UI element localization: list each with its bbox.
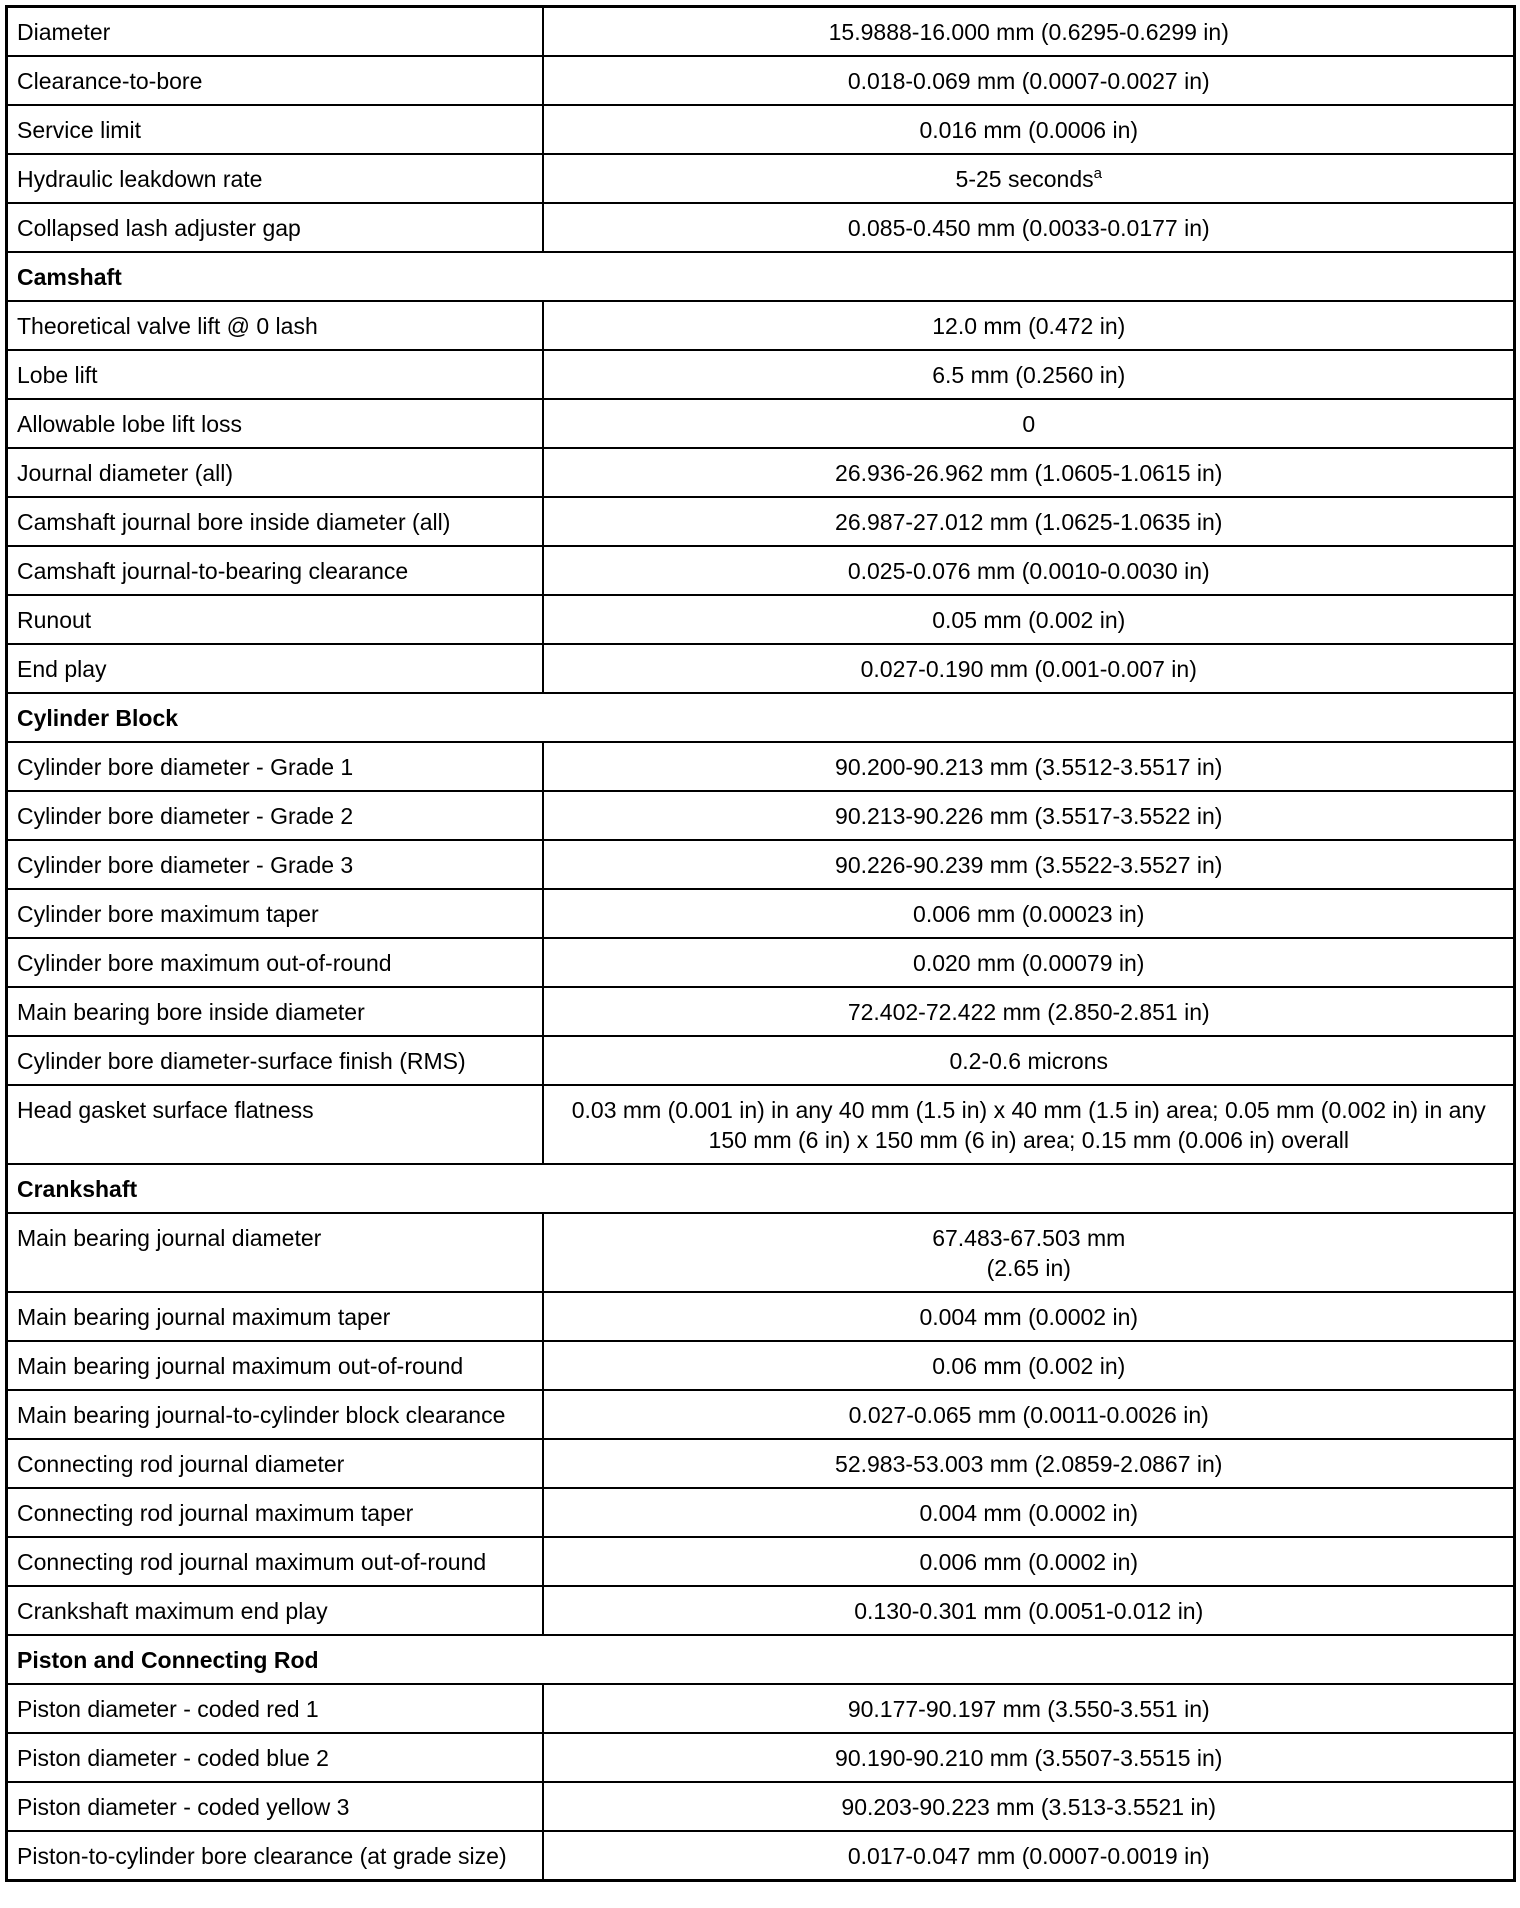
section-title: Cylinder Block: [7, 693, 1515, 742]
spec-value: 0.027-0.190 mm (0.001-0.007 in): [860, 656, 1197, 682]
spec-value-cell: [543, 595, 1515, 644]
spec-value-cell: [543, 1488, 1515, 1537]
specifications-table-body: [7, 7, 1515, 1881]
spec-value-cell: [543, 1537, 1515, 1586]
spec-label: Piston diameter - coded yellow 3: [7, 1782, 543, 1831]
spec-value-cell: [543, 154, 1515, 203]
table-row: [7, 1341, 1515, 1390]
spec-value-cell: [543, 203, 1515, 252]
spec-value: 0.006 mm (0.00023 in): [913, 901, 1145, 927]
spec-value-cell: [543, 399, 1515, 448]
spec-label: Allowable lobe lift loss: [7, 399, 543, 448]
section-title: Piston and Connecting Rod: [7, 1635, 1515, 1684]
table-row: [7, 840, 1515, 889]
table-row: [7, 154, 1515, 203]
spec-value-cell: [543, 987, 1515, 1036]
spec-value-cell: [543, 1684, 1515, 1733]
spec-label: Piston diameter - coded red 1: [7, 1684, 543, 1733]
spec-value-cell: [543, 1586, 1515, 1635]
spec-value-cell: [543, 1292, 1515, 1341]
spec-label: End play: [7, 644, 543, 693]
spec-value: 0.027-0.065 mm (0.0011-0.0026 in): [848, 1402, 1209, 1428]
table-row: [7, 7, 1515, 57]
spec-value: 6.5 mm (0.2560 in): [932, 362, 1126, 388]
spec-label: Cylinder bore maximum out-of-round: [7, 938, 543, 987]
spec-label: Theoretical valve lift @ 0 lash: [7, 301, 543, 350]
table-row: [7, 1782, 1515, 1831]
spec-value: 12.0 mm (0.472 in): [932, 313, 1126, 339]
table-row: [7, 1831, 1515, 1881]
table-row: [7, 1213, 1515, 1292]
table-row: [7, 1085, 1515, 1164]
spec-label: Runout: [7, 595, 543, 644]
spec-value: 26.936-26.962 mm (1.0605-1.0615 in): [835, 460, 1223, 486]
spec-value: 0.017-0.047 mm (0.0007-0.0019 in): [847, 1843, 1210, 1869]
spec-value: 0.006 mm (0.0002 in): [919, 1549, 1139, 1575]
spec-value-cell: [543, 1036, 1515, 1085]
spec-value: 0: [1022, 411, 1036, 437]
spec-value-cell: [543, 56, 1515, 105]
spec-label: Main bearing journal diameter: [7, 1213, 543, 1292]
spec-value: 0.018-0.069 mm (0.0007-0.0027 in): [847, 68, 1210, 94]
spec-value-cell: [543, 840, 1515, 889]
spec-value-line-2: (2.65 in): [986, 1255, 1071, 1281]
spec-value-cell: [543, 791, 1515, 840]
table-row: [7, 1439, 1515, 1488]
spec-label: Piston-to-cylinder bore clearance (at grade size): [7, 1831, 543, 1881]
spec-value-cell: [543, 742, 1515, 791]
spec-value-cell: [543, 1733, 1515, 1782]
spec-value: 15.9888-16.000 mm (0.6295-0.6299 in): [828, 19, 1229, 45]
spec-value-cell: [543, 644, 1515, 693]
table-row: [7, 350, 1515, 399]
spec-label: Service limit: [7, 105, 543, 154]
spec-value: 72.402-72.422 mm (2.850-2.851 in): [847, 999, 1210, 1025]
spec-label: Cylinder bore diameter - Grade 3: [7, 840, 543, 889]
spec-label: Connecting rod journal maximum taper: [7, 1488, 543, 1537]
spec-value-cell: [543, 889, 1515, 938]
spec-label: Cylinder bore diameter-surface finish (RMS): [7, 1036, 543, 1085]
table-row: [7, 1684, 1515, 1733]
spec-label: Head gasket surface flatness: [7, 1085, 543, 1164]
table-row: [7, 1036, 1515, 1085]
spec-value: 90.213-90.226 mm (3.5517-3.5522 in): [835, 803, 1223, 829]
spec-value-cell: [543, 1085, 1515, 1164]
section-title: Crankshaft: [7, 1164, 1515, 1213]
table-row: [7, 1390, 1515, 1439]
spec-value-cell: [543, 1831, 1515, 1881]
spec-value: 90.226-90.239 mm (3.5522-3.5527 in): [835, 852, 1223, 878]
table-row: [7, 1488, 1515, 1537]
spec-value: 0.004 mm (0.0002 in): [919, 1304, 1139, 1330]
spec-value: 0.085-0.450 mm (0.0033-0.0177 in): [847, 215, 1210, 241]
table-row: [7, 595, 1515, 644]
table-row: [7, 399, 1515, 448]
spec-value: 0.2-0.6 microns: [949, 1048, 1108, 1074]
spec-value-cell: [543, 448, 1515, 497]
section-header-row: [7, 1164, 1515, 1213]
table-row: [7, 105, 1515, 154]
spec-label: Main bearing journal maximum out-of-round: [7, 1341, 543, 1390]
spec-value-cell: [543, 1341, 1515, 1390]
footnote-marker: a: [1093, 165, 1102, 182]
spec-label: Cylinder bore diameter - Grade 2: [7, 791, 543, 840]
spec-value-cell: [543, 1390, 1515, 1439]
specifications-table: [5, 5, 1516, 1882]
table-row: [7, 644, 1515, 693]
spec-value-cell: [543, 546, 1515, 595]
spec-value-cell: [543, 7, 1515, 57]
spec-value-cell: [543, 1782, 1515, 1831]
spec-value: 0.130-0.301 mm (0.0051-0.012 in): [854, 1598, 1204, 1624]
section-header-row: [7, 1635, 1515, 1684]
spec-label: Clearance-to-bore: [7, 56, 543, 105]
spec-value: 67.483-67.503 mm: [932, 1225, 1126, 1251]
spec-value: 0.03 mm (0.001 in) in any 40 mm (1.5 in) x 40 mm (1.5 in) area; 0.05 mm (0.002 in) in any 150 mm (6 in) x 150 mm (6 in) area; 0.15 mm (0.006 in) overall: [571, 1097, 1486, 1153]
spec-label: Main bearing journal maximum taper: [7, 1292, 543, 1341]
spec-label: Crankshaft maximum end play: [7, 1586, 543, 1635]
table-row: [7, 987, 1515, 1036]
spec-value: 0.025-0.076 mm (0.0010-0.0030 in): [847, 558, 1210, 584]
table-row: [7, 1292, 1515, 1341]
spec-value-cell: [543, 497, 1515, 546]
section-header-row: [7, 252, 1515, 301]
spec-value-cell: [543, 105, 1515, 154]
table-row: [7, 1733, 1515, 1782]
spec-value: 5-25 seconds: [955, 166, 1094, 192]
spec-label: Lobe lift: [7, 350, 543, 399]
spec-label: Camshaft journal-to-bearing clearance: [7, 546, 543, 595]
spec-value: 52.983-53.003 mm (2.0859-2.0867 in): [835, 1451, 1223, 1477]
table-row: [7, 742, 1515, 791]
spec-value-cell: [543, 350, 1515, 399]
spec-label: Collapsed lash adjuster gap: [7, 203, 543, 252]
spec-value: 0.06 mm (0.002 in): [932, 1353, 1126, 1379]
spec-label: Connecting rod journal diameter: [7, 1439, 543, 1488]
spec-label: Cylinder bore diameter - Grade 1: [7, 742, 543, 791]
spec-value-cell: [543, 1439, 1515, 1488]
spec-value: 90.190-90.210 mm (3.5507-3.5515 in): [835, 1745, 1223, 1771]
spec-value: 26.987-27.012 mm (1.0625-1.0635 in): [835, 509, 1223, 535]
table-row: [7, 938, 1515, 987]
spec-value: 90.203-90.223 mm (3.513-3.5521 in): [841, 1794, 1217, 1820]
spec-value: 90.177-90.197 mm (3.550-3.551 in): [847, 1696, 1210, 1722]
table-row: [7, 1537, 1515, 1586]
spec-value-cell: [543, 1213, 1515, 1292]
spec-label: Main bearing bore inside diameter: [7, 987, 543, 1036]
table-row: [7, 56, 1515, 105]
section-title: Camshaft: [7, 252, 1515, 301]
section-header-row: [7, 693, 1515, 742]
table-row: [7, 791, 1515, 840]
spec-value: 0.020 mm (0.00079 in): [913, 950, 1145, 976]
table-row: [7, 546, 1515, 595]
spec-label: Piston diameter - coded blue 2: [7, 1733, 543, 1782]
table-row: [7, 889, 1515, 938]
spec-label: Main bearing journal-to-cylinder block clearance: [7, 1390, 543, 1439]
spec-label: Hydraulic leakdown rate: [7, 154, 543, 203]
table-row: [7, 301, 1515, 350]
spec-value: 90.200-90.213 mm (3.5512-3.5517 in): [835, 754, 1223, 780]
spec-value-cell: [543, 301, 1515, 350]
spec-label: Diameter: [7, 7, 543, 57]
spec-label: Cylinder bore maximum taper: [7, 889, 543, 938]
table-row: [7, 1586, 1515, 1635]
spec-label: Connecting rod journal maximum out-of-round: [7, 1537, 543, 1586]
spec-value: 0.016 mm (0.0006 in): [919, 117, 1139, 143]
spec-value-cell: [543, 938, 1515, 987]
spec-label: Camshaft journal bore inside diameter (all): [7, 497, 543, 546]
table-row: [7, 203, 1515, 252]
spec-value: 0.05 mm (0.002 in): [932, 607, 1126, 633]
spec-value: 0.004 mm (0.0002 in): [919, 1500, 1139, 1526]
table-row: [7, 448, 1515, 497]
spec-label: Journal diameter (all): [7, 448, 543, 497]
table-row: [7, 497, 1515, 546]
